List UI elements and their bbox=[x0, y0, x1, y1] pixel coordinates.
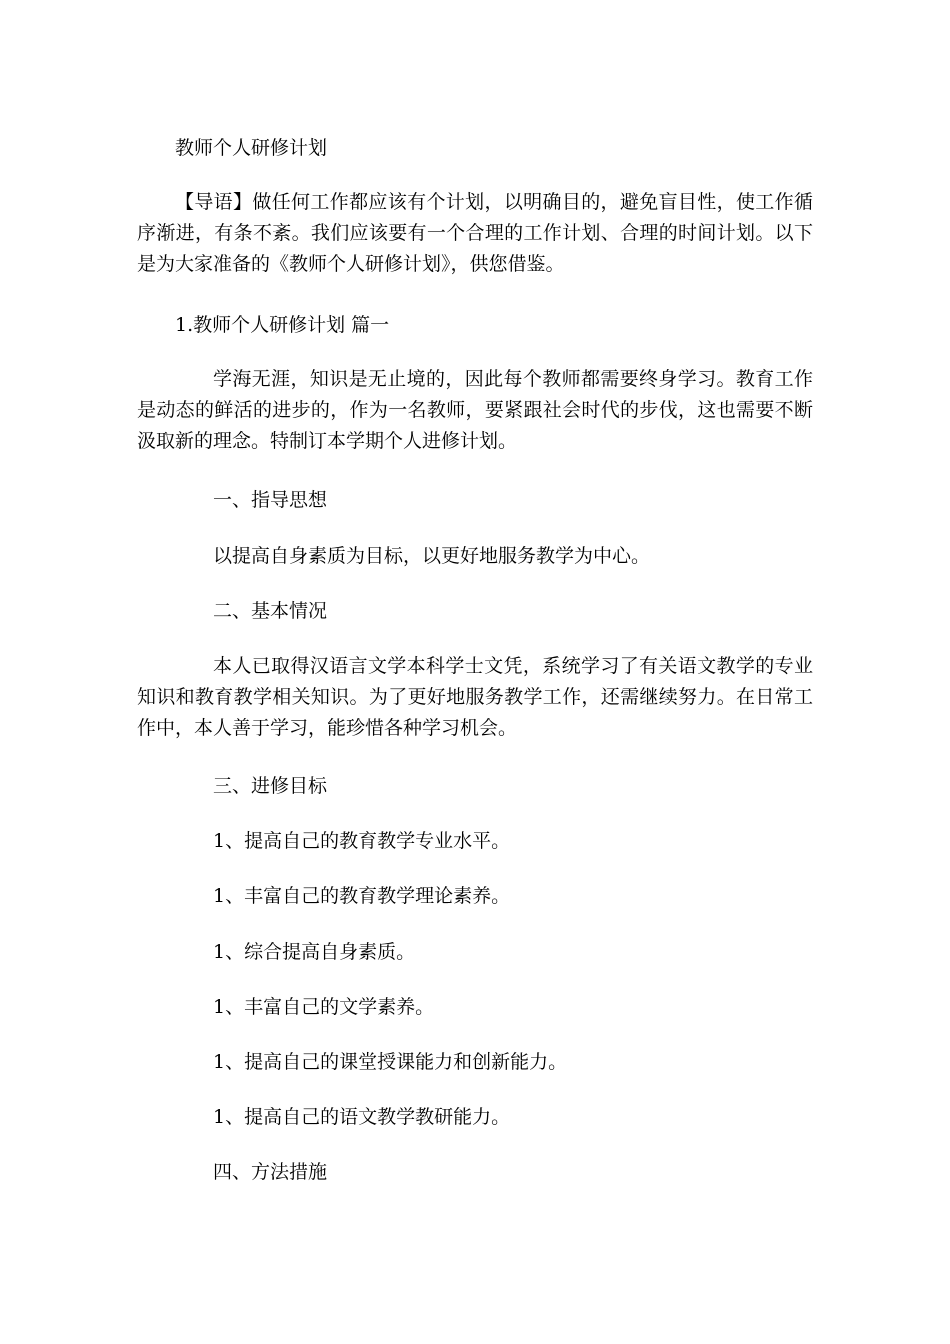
body-paragraph-intro: 学海无涯，知识是无止境的，因此每个教师都需要终身学习。教育工作是动态的鲜活的进步的，作为一名教师，要紧跟社会时代的步伐，这也需要不断汲取新的理念。特制订本学期个人进修计划。 bbox=[137, 368, 813, 452]
goal-item: 1、丰富自己的文学素养。 bbox=[213, 996, 435, 1018]
document-title: 教师个人研修计划 bbox=[175, 137, 328, 159]
goal-item: 1、丰富自己的教育教学理论素养。 bbox=[213, 885, 511, 907]
heading-study-goals: 三、进修目标 bbox=[213, 775, 328, 797]
section-heading: 1.教师个人研修计划 篇一 bbox=[175, 314, 390, 336]
goal-item: 1、提高自己的语文教学教研能力。 bbox=[213, 1106, 511, 1128]
goal-item: 1、提高自己的教育教学专业水平。 bbox=[213, 830, 511, 852]
goal-item: 1、综合提高自身素质。 bbox=[213, 941, 416, 963]
intro-paragraph: 【导语】做任何工作都应该有个计划，以明确目的，避免盲目性，使工作循序渐进，有条不紊。我们应该要有一个合理的工作计划、合理的时间计划。以下是为大家准备的《教师个人研修计划》，供您借鉴。 bbox=[137, 191, 813, 275]
paragraph-basic-situation: 本人已取得汉语言文学本科学士文凭，系统学习了有关语文教学的专业知识和教育教学相关知识。为了更好地服务教学工作，还需继续努力。在日常工作中，本人善于学习，能珍惜各种学习机会。 bbox=[137, 655, 813, 739]
heading-basic-situation: 二、基本情况 bbox=[213, 600, 328, 622]
heading-methods: 四、方法措施 bbox=[213, 1161, 328, 1183]
goal-item: 1、提高自己的课堂授课能力和创新能力。 bbox=[213, 1051, 568, 1073]
heading-guiding-thought: 一、指导思想 bbox=[213, 489, 328, 511]
paragraph-guiding-thought: 以提高自身素质为目标，以更好地服务教学为中心。 bbox=[213, 545, 651, 567]
